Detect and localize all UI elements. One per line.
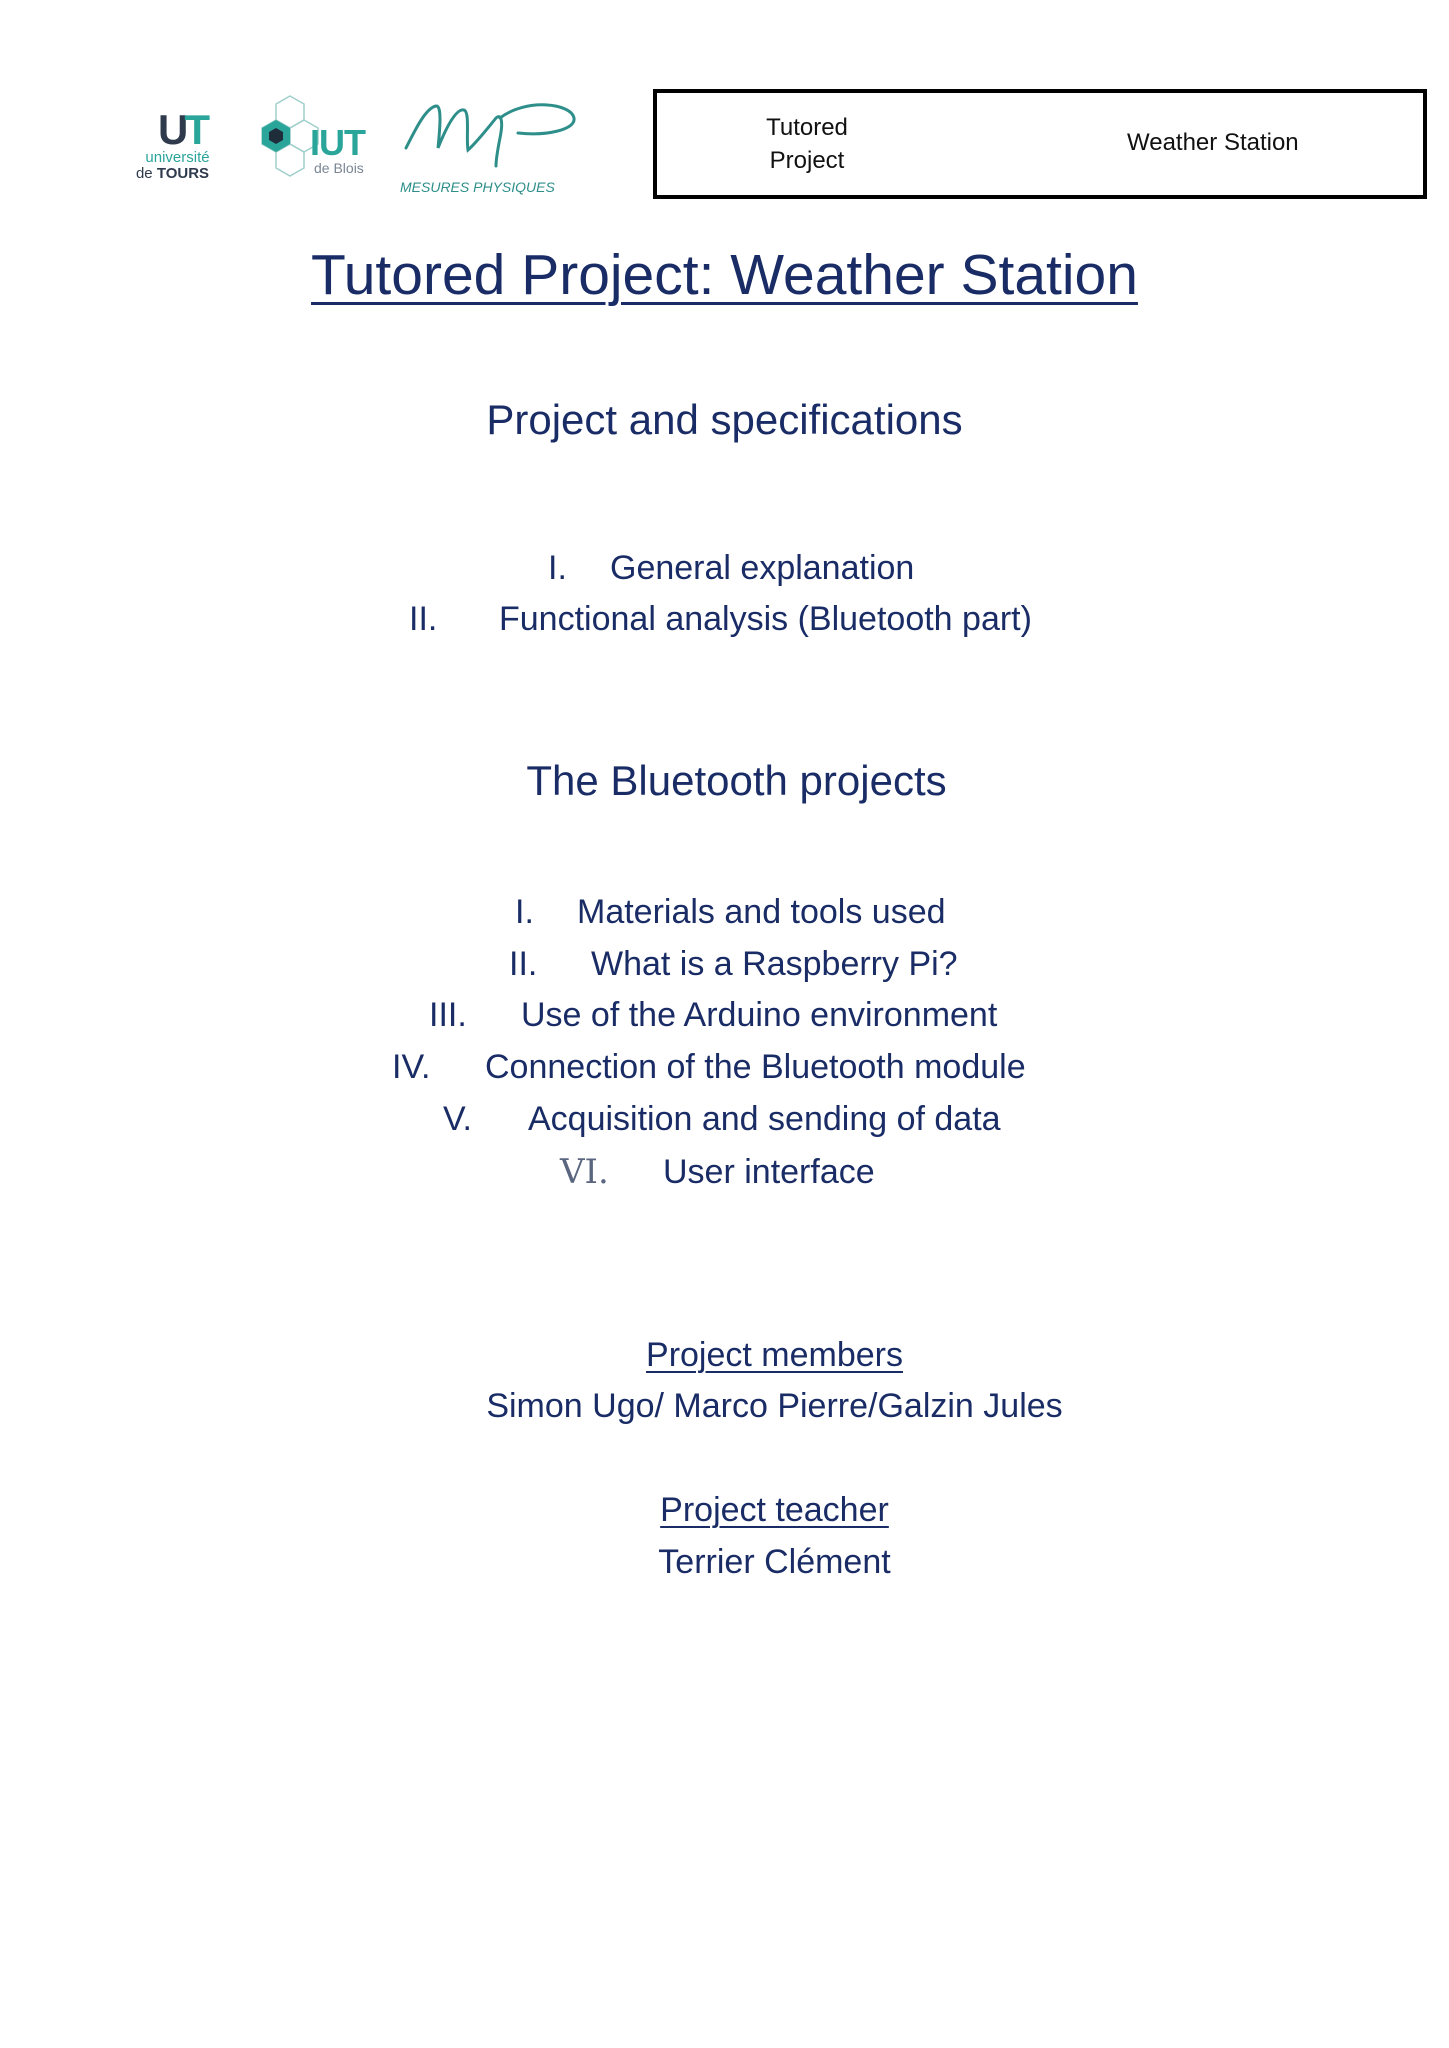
toc-item-number: II. [509,945,538,983]
toc-item-label: Use of the Arduino environment [521,996,998,1034]
toc-item-label: Connection of the Bluetooth module [485,1048,1026,1086]
teacher-name: Terrier Clément [658,1543,891,1581]
iut-logo-text: IUT [310,122,365,163]
logo-strip [120,88,630,203]
toc-item-label: Materials and tools used [577,893,946,931]
toc-item-label: Functional analysis (Bluetooth part) [499,600,1032,638]
toc-item-label: What is a Raspberry Pi? [591,945,958,983]
section-heading-specifications: Project and specifications [486,396,963,443]
members-list: Simon Ugo/ Marco Pierre/Galzin Jules [486,1387,1063,1425]
toc-item-number: IV. [392,1048,431,1086]
header-project-label: Tutored Project [766,114,848,174]
toc-item-label: Acquisition and sending of data [528,1100,1001,1138]
page-title: Tutored Project: Weather Station [311,243,1138,307]
svg-text:MESURES PHYSIQUES: MESURES PHYSIQUES [400,179,555,195]
iut-logo-sub: de Blois [314,160,364,176]
logo-ut-line2: de TOURS [135,165,210,182]
universite-tours-logo [120,106,220,186]
toc-item-number: III. [429,996,467,1034]
teacher-heading: Project teacher [660,1491,889,1529]
iut-blois-logo [250,92,380,192]
members-heading: Project members [646,1336,903,1374]
mesures-physiques-logo [396,88,626,203]
toc-item-number: I. [515,893,534,931]
mp-signature-icon [396,88,626,203]
toc-item-label: User interface [663,1153,875,1191]
toc-item-number: VI. [560,1152,609,1192]
logo-ut-line1: université [145,149,210,166]
section-heading-bluetooth: The Bluetooth projects [526,757,947,804]
toc-item-number: V. [443,1100,473,1138]
header-project-name: Weather Station [1127,129,1299,156]
toc-item-number: II. [409,600,438,638]
toc-item-label: General explanation [610,549,915,587]
header-box [653,89,1427,199]
ut-mark-icon: UT [158,106,206,153]
